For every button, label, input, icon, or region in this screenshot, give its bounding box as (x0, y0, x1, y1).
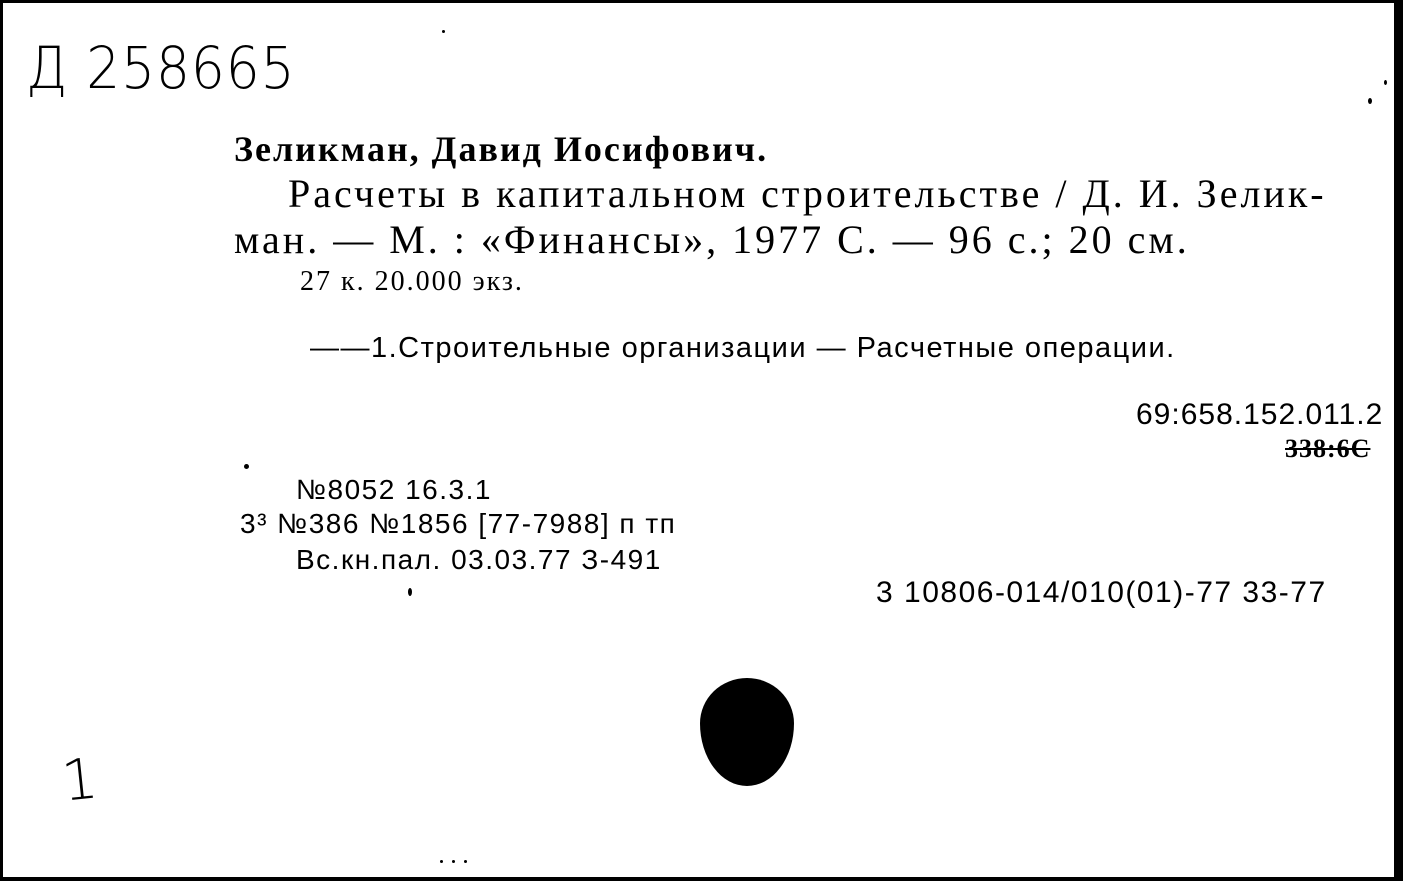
speck (1368, 98, 1372, 104)
card-right-edge (1394, 0, 1403, 881)
record-line-1: №8052 16.3.1 (296, 474, 492, 505)
card-left-edge (0, 0, 3, 881)
card-top-edge (0, 0, 1403, 3)
speck (452, 860, 455, 863)
speck (244, 464, 249, 469)
speck (1384, 80, 1387, 85)
record-line-2: 3³ №386 №1856 [77-7988] п тп (240, 508, 677, 539)
title-line-2: ман. — М. : «Финансы», 1977 С. — 96 с.; 20 см. (234, 217, 1190, 262)
title-line-1: Расчеты в капитальном строительстве / Д. И. Зелик- (288, 171, 1327, 216)
bbk-index: 338:6С (1285, 434, 1371, 463)
speck (440, 860, 443, 863)
card-bottom-edge (0, 877, 1403, 881)
call-number: Д 258665 (26, 34, 296, 102)
speck (464, 860, 467, 863)
classification-code: 3 10806-014/010(01)-77 33-77 (876, 576, 1327, 609)
author-heading: Зеликман, Давид Иосифович. (234, 129, 769, 169)
punch-hole (700, 678, 794, 786)
subject-heading: ——1.Строительные организации — Расчетные операции. (310, 332, 1176, 364)
speck (408, 588, 412, 596)
handwritten-mark: 1 (58, 746, 101, 815)
udc-index: 69:658.152.011.2 (1136, 398, 1384, 431)
speck (442, 30, 445, 33)
price-and-print-run: 27 к. 20.000 экз. (300, 266, 524, 297)
record-line-3: Вс.кн.пал. 03.03.77 З-491 (296, 544, 662, 575)
